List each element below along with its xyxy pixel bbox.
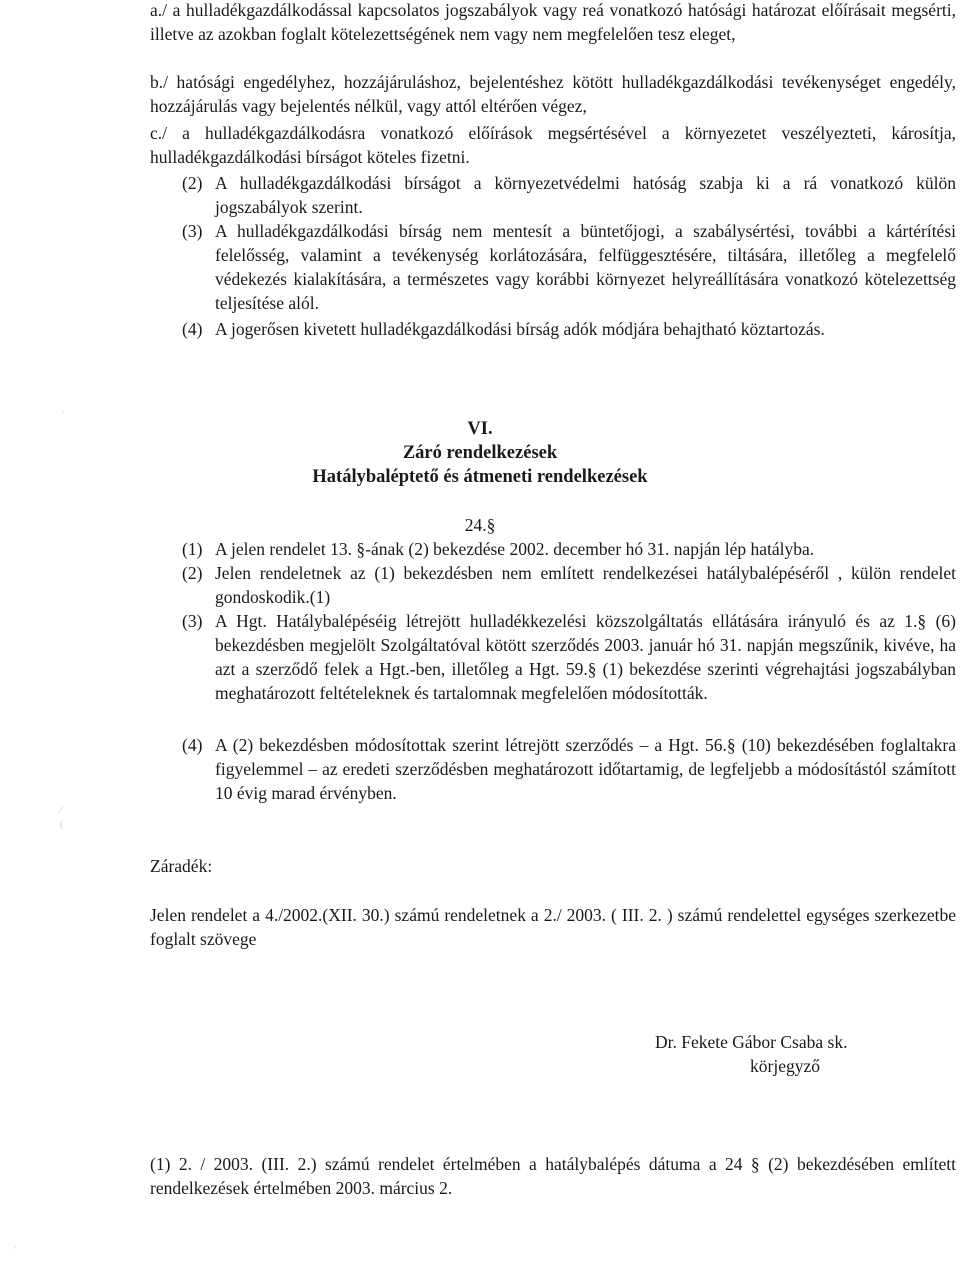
- paragraph-number: (2): [182, 173, 203, 193]
- chapter-title: Záró rendelkezések: [402, 443, 558, 463]
- section-paragraph-1: [182, 537, 956, 561]
- list-item-c-text: c./ a hulladékgazdálkodásra vonatkozó előírások megsértésével a környezetet veszélyezteti, károsítja, hulladékgazdálkodási bírságot köteles fizetni.: [150, 123, 956, 167]
- paragraph-text: A jogerősen kivetett hulladékgazdálkodási bírság adók módjára behajtható köztartozás.: [215, 319, 825, 339]
- signature-name: Dr. Fekete Gábor Csaba sk.: [655, 1032, 848, 1052]
- chapter-subtitle: Hatálybaléptető és átmeneti rendelkezések: [312, 467, 648, 487]
- paragraph-text: A (2) bekezdésben módosítottak szerint létrejött szerződés – a Hgt. 56.§ (10) bekezdésében foglaltakra figyelemmel – az eredeti szerződésben meghatározott időtartamig, de legfeljebb a módosítástól számított 10 évig marad érvényben.: [215, 735, 956, 803]
- paragraph-number: (4): [182, 319, 203, 339]
- paragraph-text: A Hgt. Hatálybalépéséig létrejött hulladékkezelési közszolgáltatás ellátására irányuló és az 1.§ (6) bekezdésben megjelölt Szolgáltatóval kötött szerződés 2003. január hó 31. napján megszűnik, kivéve, ha azt a szerződő felek a Hgt.-ben, illetőleg a Hgt. 59.§ (1) bekezdése szerinti végrehajtási jogszabályban meghatározott feltételeknek és tartalomnak megfelelően módosították.: [215, 611, 956, 703]
- paragraph-4: [182, 317, 956, 341]
- list-item-a: [150, 0, 956, 46]
- paragraph-3: [182, 219, 956, 315]
- paragraph-2: [182, 171, 956, 219]
- chapter-number: VI.: [467, 419, 493, 439]
- footnote: (1) 2. / 2003. (III. 2.) számú rendelet értelmében a hatálybalépés dátuma a 24 § (2) bekezdésében említett rendelkezések értelmében 2003. március 2.: [150, 1154, 956, 1198]
- paragraph-number: (3): [182, 221, 203, 241]
- section-paragraph-3: [182, 609, 956, 705]
- signature-title: körjegyző: [750, 1056, 820, 1076]
- paragraph-text: Jelen rendeletnek az (1) bekezdésben nem említett rendelkezései hatálybalépéséről , külön rendelet gondoskodik.(1): [215, 563, 956, 607]
- paragraph-number: (1): [182, 539, 203, 559]
- clause-heading: Záradék:: [150, 856, 213, 876]
- scan-speck: ˌ: [62, 403, 65, 413]
- scan-speck: ⁄: [60, 805, 62, 815]
- paragraph-number: (3): [182, 611, 203, 631]
- paragraph-text: A hulladékgazdálkodási bírságot a környezetvédelmi hatóság szabja ki a rá vonatkozó külön jogszabályok szerint.: [215, 173, 956, 217]
- paragraph-text: A hulladékgazdálkodási bírság nem mentesít a büntetőjogi, a szabálysértési, további a kártérítési felelősség, valamint a tevékenység korlátozására, felfüggesztésére, tiltására, illetőleg a megfelelő védekezés kialakítására, a természetes vagy korábbi környezet helyreállítására vonatkozó kötelezettség teljesítése alól.: [215, 221, 956, 313]
- section-label: 24.§: [464, 515, 496, 535]
- paragraph-text: A jelen rendelet 13. §-ának (2) bekezdése 2002. december hó 31. napján lép hatályba.: [215, 539, 815, 559]
- list-item-c: [150, 121, 956, 169]
- scan-speck: (: [60, 819, 63, 829]
- scan-speck: ·: [14, 1243, 17, 1253]
- paragraph-number: (2): [182, 563, 203, 583]
- list-item-b-text: b./ hatósági engedélyhez, hozzájáruláshoz, bejelentéshez kötött hulladékgazdálkodási tevékenységet engedély, hozzájárulás vagy bejelentés nélkül, vagy attól eltérően végez,: [150, 72, 956, 116]
- section-paragraph-2: [182, 561, 956, 609]
- clause-text: Jelen rendelet a 4./2002.(XII. 30.) számú rendeletnek a 2./ 2003. ( III. 2. ) számú rendelettel egységes szerkezetbe foglalt szövege: [150, 905, 956, 949]
- paragraph-number: (4): [182, 735, 203, 755]
- list-item-b: [150, 70, 956, 118]
- section-paragraph-4: [182, 733, 956, 805]
- list-item-a-text: a./ a hulladékgazdálkodással kapcsolatos jogszabályok vagy reá vonatkozó hatósági határozat előírásait megsérti, illetve az azokban foglalt kötelezettségének nem vagy nem megfelelően tesz eleget,: [150, 0, 956, 44]
